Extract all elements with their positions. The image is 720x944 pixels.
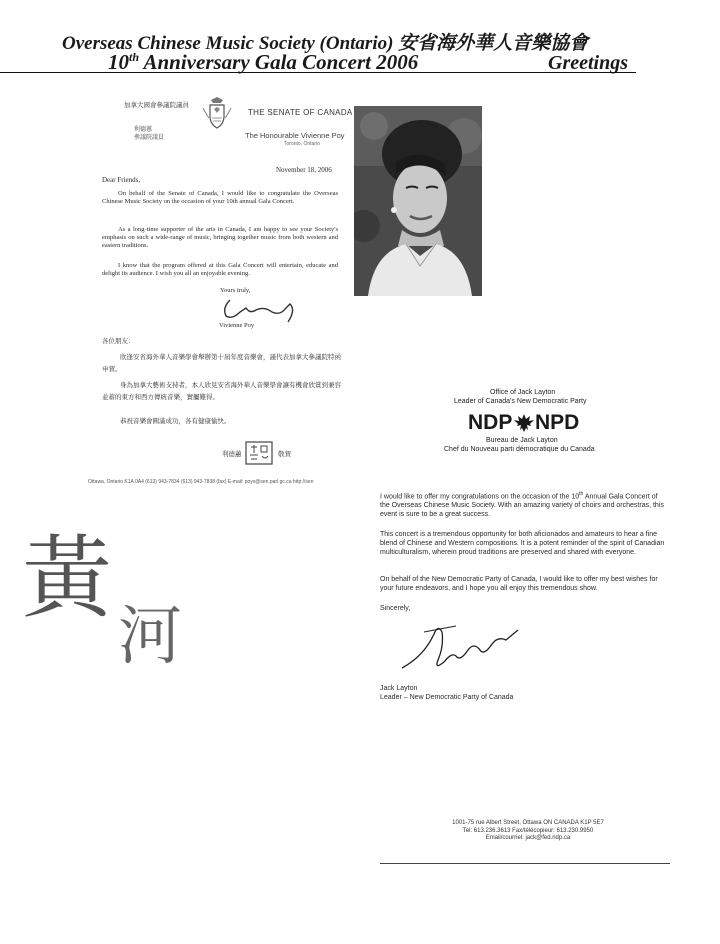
ndp-bureau: Bureau de Jack Layton	[486, 437, 558, 444]
ndp-office: Office of Jack Layton	[490, 389, 556, 396]
layton-p1-start: I would like to offer my congratulations on the occasion of the 10	[380, 493, 580, 501]
layton-p1-sup: th	[579, 491, 584, 497]
senator-name: The Honourable Vivienne Poy	[245, 131, 345, 140]
ndp-logo-fr: NPD	[535, 411, 580, 434]
letter-signer: Vivienne Poy	[219, 322, 255, 329]
letter-paragraph-3: I know that the program offered at this Gala Concert will entertain, educate and delight its audience. I wish you all an enjoyable evening.	[102, 262, 338, 277]
zh-paragraph-1: 欣逢安省海外華人音樂學會舉辦第十屆年度音樂會，謹代表加拿大參議院特函申賀。	[102, 354, 341, 373]
header-rule	[0, 72, 636, 73]
letter-closing: Yours truly,	[220, 287, 251, 294]
letter-greeting: Dear Friends,	[102, 176, 141, 184]
letter-date: November 18, 2006	[276, 166, 332, 174]
senate-zh-name: 利德蕙	[134, 127, 153, 133]
layton-paragraph-3: On behalf of the New Democratic Party of Canada, I would like to offer my best wishes for your future endeavors, and I hope you all enjoy this tremendous show.	[380, 576, 658, 592]
layton-paragraph-1	[380, 490, 668, 519]
layton-title: Leader – New Democratic Party of Canada	[380, 694, 514, 701]
ndp-logo-icon	[468, 408, 592, 434]
senate-crest-icon	[200, 96, 234, 130]
event-name: Anniversary Gala Concert 2006	[139, 50, 419, 74]
portrait-photo	[354, 106, 482, 296]
society-title: Overseas Chinese Music Society (Ontario) 安省海外華人音樂協會	[62, 33, 589, 54]
senate-title: THE SENATE OF CANADA	[248, 108, 353, 117]
zh-paragraph-2: 身為加拿大藝術支持者，本人欣見安省海外華人音樂學會讓有機會欣賞到兼容並蓄的東方和西方傳統音樂，實屬難得。	[102, 382, 341, 401]
layton-name: Jack Layton	[380, 685, 418, 692]
ndp-chef: Chef du Nouveau parti démocratique du Canada	[444, 446, 595, 453]
letter-paragraph-1: On behalf of the Senate of Canada, I would like to congratulate the Overseas Chinese Music Society on the occasion of your 10th annual Gala Concert.	[102, 190, 338, 205]
zh-sign-end: 敬賀	[278, 451, 291, 458]
ndp-leader-line: Leader of Canada's New Democratic Party	[454, 398, 587, 405]
letter-paragraph-2: As a long-time supporter of the arts in Canada, I am happy to see your Society's emphasis on such a wide-range of music, bringing together music from both western and eastern traditions.	[102, 226, 338, 249]
seal-chop-icon	[245, 441, 273, 465]
zh-signer: 利德蕙	[222, 451, 242, 458]
senator-city: Toronto, Ontario	[284, 141, 320, 147]
layton-closing: Sincerely,	[380, 605, 411, 612]
calligraphy-char-2: 河	[118, 601, 182, 672]
calligraphy-char-1: 黃	[22, 530, 112, 629]
ndp-logo-en: NDP	[468, 411, 513, 434]
edition-number: 10	[108, 50, 129, 74]
layton-address-line-3: Email/courriel: jack@fed.ndp.ca	[485, 835, 571, 841]
zh-paragraph-3: 恭祝音樂會圓滿成功，各有健康愉快。	[120, 418, 231, 425]
layton-p1-end: Annual Gala Concert of the Overseas Chinese Music Society. With an amazing variety of choirs and orchestras, this event is sure to be a great success.	[380, 493, 664, 519]
layton-address-line-2: Tel: 613.236.3613 Fax/télécopieur: 613.230.9950	[462, 827, 594, 834]
layton-signature-icon	[394, 616, 530, 678]
senate-zh-office: 加拿大國會參議院議員	[124, 102, 189, 109]
senate-zh-subtitle: 參議院議員	[134, 135, 165, 141]
senate-footer: Ottawa, Ontario K1A 0A4 (613) 943-7834 (613) 943-7838 (fax) E-mail: poyv@sen.parl.gc.ca http://sen	[88, 479, 314, 485]
footer-rule	[380, 863, 670, 864]
zh-greeting: 各位朋友：	[102, 338, 135, 345]
layton-address-line-1: 1001-75 rue Albert Street, Ottawa ON CANADA K1P 5E7	[452, 820, 604, 826]
layton-address	[432, 820, 624, 843]
layton-paragraph-2: This concert is a tremendous opportunity for both aficionados and amateurs to hear a fine blend of Chinese and Western compositions. It is a potent reminder of the spirit of Canadian multiculturalism, wherein proud traditions are preserved and shared with everyone.	[380, 531, 665, 556]
edition-suffix: th	[129, 50, 140, 64]
senate-zh-name-block	[134, 126, 164, 142]
section-title: Greetings	[548, 52, 628, 74]
